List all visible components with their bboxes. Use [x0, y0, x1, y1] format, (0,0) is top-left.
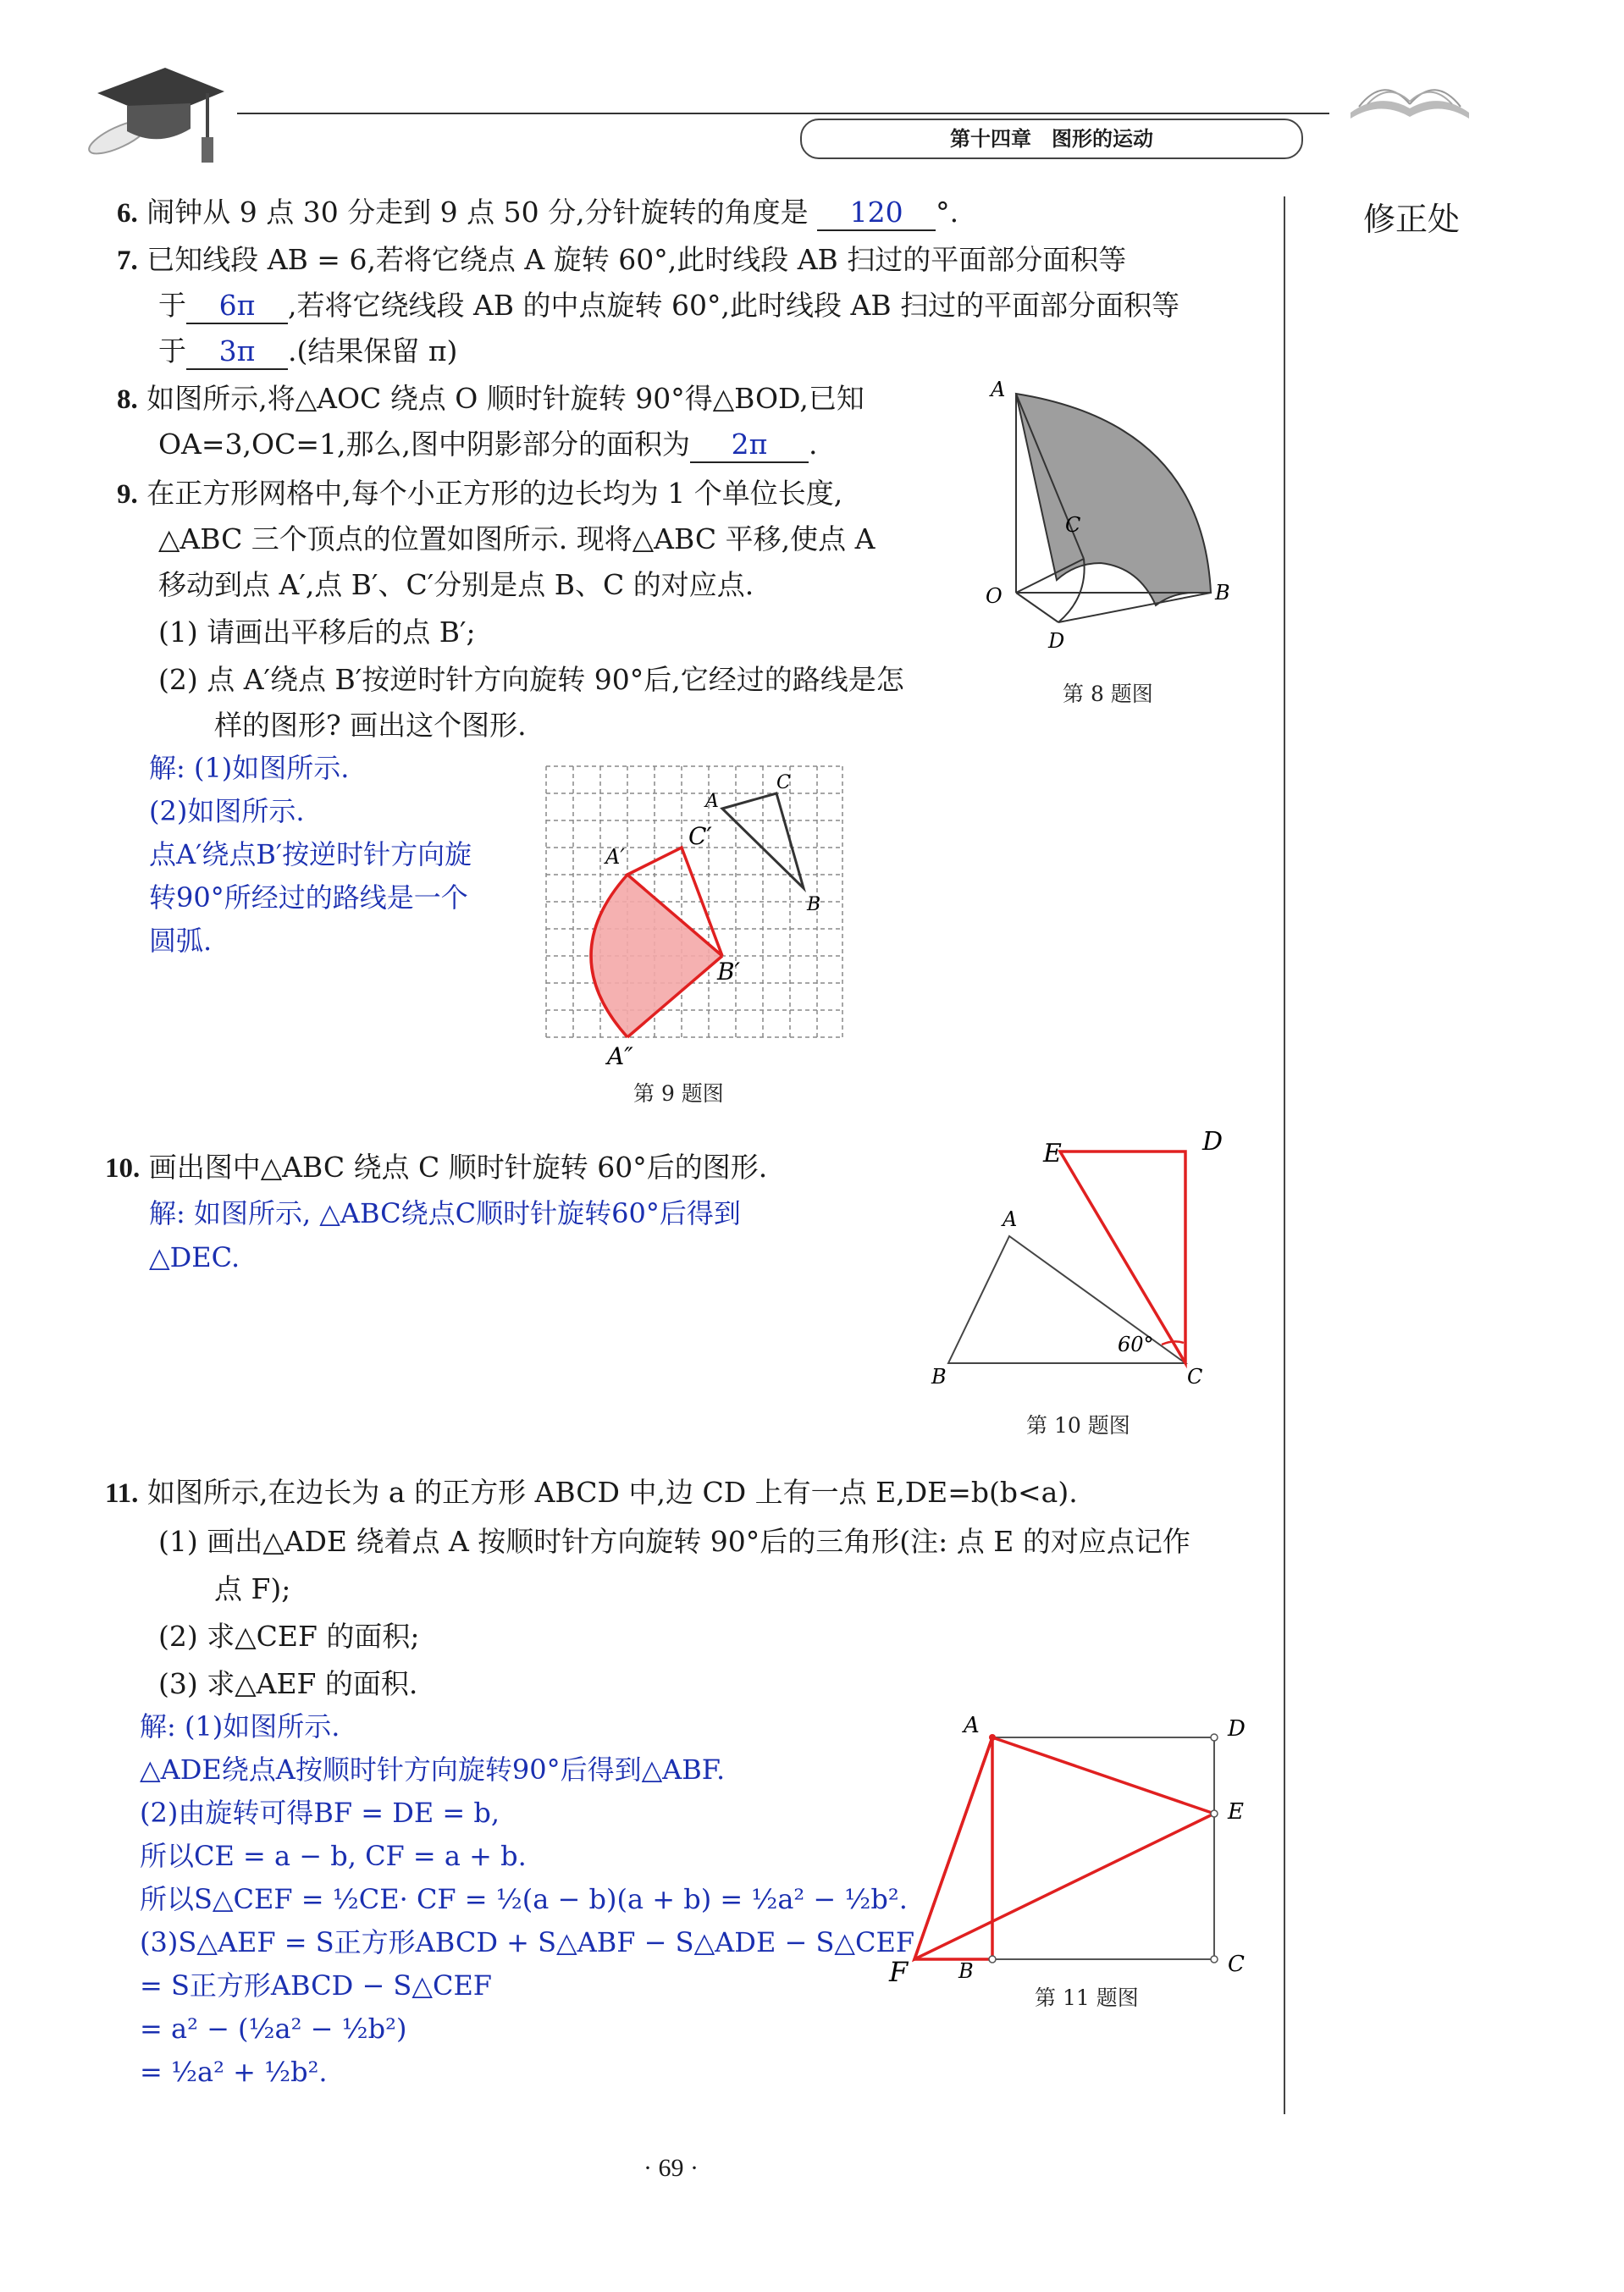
q9-solution-line-4: 转90°所经过的路线是一个 — [149, 881, 468, 914]
question-7-line-3 — [158, 329, 457, 374]
question-text: 如图所示,将△AOC 绕点 O 顺时针旋转 90°得△BOD,已知 — [146, 382, 864, 415]
answer-blank: 3π — [186, 334, 288, 370]
question-7-line-1 — [117, 237, 1126, 284]
question-11 — [105, 1470, 1078, 1516]
label-c: C — [1065, 513, 1081, 537]
figure-10 — [914, 1126, 1253, 1397]
question-text: 在正方形网格中,每个小正方形的边长均为 1 个单位长度, — [146, 477, 843, 510]
q11-solution-line-8: = a² − (½a² − ½b²) — [140, 2013, 407, 2045]
label-e: E — [1228, 1799, 1244, 1825]
question-8-line-2 — [158, 422, 817, 467]
label-a: A — [991, 378, 1006, 401]
question-number: 9. — [117, 479, 138, 510]
page-number: · 69 · — [644, 2154, 699, 2182]
question-number: 8. — [117, 384, 138, 415]
header-rule — [237, 113, 1329, 114]
grid — [546, 766, 842, 1037]
q9-solution-line-3: 点A′绕点B′按逆时针方向旋 — [149, 838, 472, 870]
question-tail: °. — [936, 196, 959, 229]
question-text: . — [808, 428, 818, 461]
label-f: F — [889, 1956, 909, 1988]
question-text: 画出图中△ABC 绕点 C 顺时针旋转 60°后的图形. — [148, 1151, 768, 1184]
question-9-line-1 — [117, 471, 842, 517]
q11-solution-line-9: = ½a² + ½b². — [140, 2056, 328, 2088]
triangle-aef — [914, 1737, 1214, 1959]
label-b: B — [807, 894, 821, 915]
q11-solution-line-7: = S正方形ABCD − S△CEF — [140, 1969, 493, 2002]
question-9-line-2: △ABC 三个顶点的位置如图所示. 现将△ABC 平移,使点 A — [158, 522, 876, 555]
question-text: 如图所示,在边长为 a 的正方形 ABCD 中,边 CD 上有一点 E,DE=b(b<a). — [146, 1476, 1078, 1509]
q9-solution-line-1: 解: (1)如图所示. — [149, 752, 350, 784]
label-b: B — [958, 1959, 974, 1983]
question-11-sub-1a: (1) 画出△ADE 绕着点 A 按顺时针方向旋转 90°后的三角形(注: 点 E 的对应点记作 — [158, 1525, 1190, 1558]
chapter-title: 第十四章 图形的运动 — [800, 119, 1303, 159]
label-e: E — [1043, 1139, 1062, 1168]
question-text: 于 — [158, 289, 186, 322]
question-text: .(结果保留 π) — [288, 334, 458, 367]
q11-solution-line-2: △ADE绕点A按顺时针方向旋转90°后得到△ABF. — [140, 1754, 726, 1786]
figure-9 — [538, 758, 851, 1071]
question-7-line-2 — [158, 283, 1179, 329]
square-abcd — [992, 1737, 1214, 1959]
figure-11-caption: 第 11 题图 — [1035, 1985, 1139, 2010]
label-d: D — [1202, 1127, 1224, 1157]
question-8-line-1 — [117, 376, 864, 423]
question-text: ,若将它绕线段 AB 的中点旋转 60°,此时线段 AB 扫过的平面部分面积等 — [288, 289, 1180, 322]
label-a: A — [705, 791, 719, 812]
graduation-cap-icon — [80, 59, 233, 169]
q11-solution-line-5: 所以S△CEF = ½CE· CF = ½(a − b)(a + b) = ½a² − ½b². — [140, 1883, 908, 1915]
sidebar-divider — [1284, 196, 1285, 2114]
question-9-sub-2b: 样的图形? 画出这个图形. — [214, 709, 527, 742]
question-11-sub-1b: 点 F); — [214, 1572, 291, 1605]
label-o: O — [986, 584, 1003, 608]
q11-solution-line-6: (3)S△AEF = S正方形ABCD + S△ABF − S△ADE − S△CEF — [140, 1926, 915, 1958]
question-6 — [117, 190, 958, 236]
q10-solution-line-1: 解: 如图所示, △ABC绕点C顺时针旋转60°后得到 — [149, 1197, 741, 1229]
sidebar-label: 修正处 — [1363, 201, 1461, 238]
answer-blank: 6π — [186, 289, 288, 324]
answer-blank: 120 — [817, 196, 936, 231]
figure-9-caption: 第 9 题图 — [633, 1081, 724, 1106]
q9-solution-line-5: 圆弧. — [149, 925, 213, 957]
q9-solution-line-2: (2)如图所示. — [149, 795, 305, 827]
question-number: 6. — [117, 198, 138, 229]
label-b: B — [931, 1365, 947, 1389]
label-b: B — [1215, 581, 1230, 605]
label-d: D — [1048, 629, 1065, 653]
figure-10-caption: 第 10 题图 — [1026, 1413, 1130, 1438]
question-text: 已知线段 AB = 6,若将它绕点 A 旋转 60°,此时线段 AB 扫过的平面部分面积等 — [146, 243, 1127, 276]
q11-solution-line-1: 解: (1)如图所示. — [140, 1710, 340, 1742]
label-c: C — [1187, 1365, 1203, 1389]
q11-solution-line-3: (2)由旋转可得BF = DE = b, — [140, 1797, 500, 1829]
figure-11 — [881, 1702, 1270, 1990]
label-a1: A′ — [605, 845, 625, 869]
label-c1: C′ — [688, 822, 712, 850]
question-10 — [105, 1145, 767, 1191]
label-d: D — [1228, 1716, 1246, 1742]
label-b1: B′ — [717, 958, 740, 986]
question-9-line-3: 移动到点 A′,点 B′、C′分别是点 B、C 的对应点. — [158, 568, 754, 601]
question-number: 10. — [105, 1153, 141, 1184]
figure-8 — [974, 373, 1253, 669]
label-c: C — [776, 772, 791, 793]
question-9-sub-2a: (2) 点 A′绕点 B′按逆时针方向旋转 90°后,它经过的路线是怎 — [158, 663, 904, 696]
triangle-dec — [1060, 1152, 1185, 1363]
figure-8-caption: 第 8 题图 — [1063, 682, 1153, 706]
question-11-sub-3: (3) 求△AEF 的面积. — [158, 1667, 418, 1700]
question-text: 闹钟从 9 点 30 分走到 9 点 50 分,分针旋转的角度是 — [146, 196, 809, 229]
question-number: 11. — [105, 1478, 139, 1509]
book-icon — [1346, 66, 1473, 125]
angle-label: 60° — [1118, 1333, 1154, 1356]
question-text: OA=3,OC=1,那么,图中阴影部分的面积为 — [158, 428, 690, 461]
question-number: 7. — [117, 246, 138, 276]
question-11-sub-2: (2) 求△CEF 的面积; — [158, 1620, 420, 1653]
q10-solution-line-2: △DEC. — [149, 1241, 240, 1273]
label-a2: A″ — [607, 1042, 633, 1070]
label-a: A — [1003, 1207, 1018, 1231]
shaded-region — [1016, 394, 1211, 605]
q11-solution-line-4: 所以CE = a − b, CF = a + b. — [140, 1840, 527, 1872]
label-c: C — [1228, 1952, 1245, 1977]
question-9-sub-1: (1) 请画出平移后的点 B′; — [158, 616, 476, 649]
answer-blank: 2π — [690, 428, 809, 463]
question-text: 于 — [158, 334, 186, 367]
label-a: A — [964, 1713, 980, 1738]
